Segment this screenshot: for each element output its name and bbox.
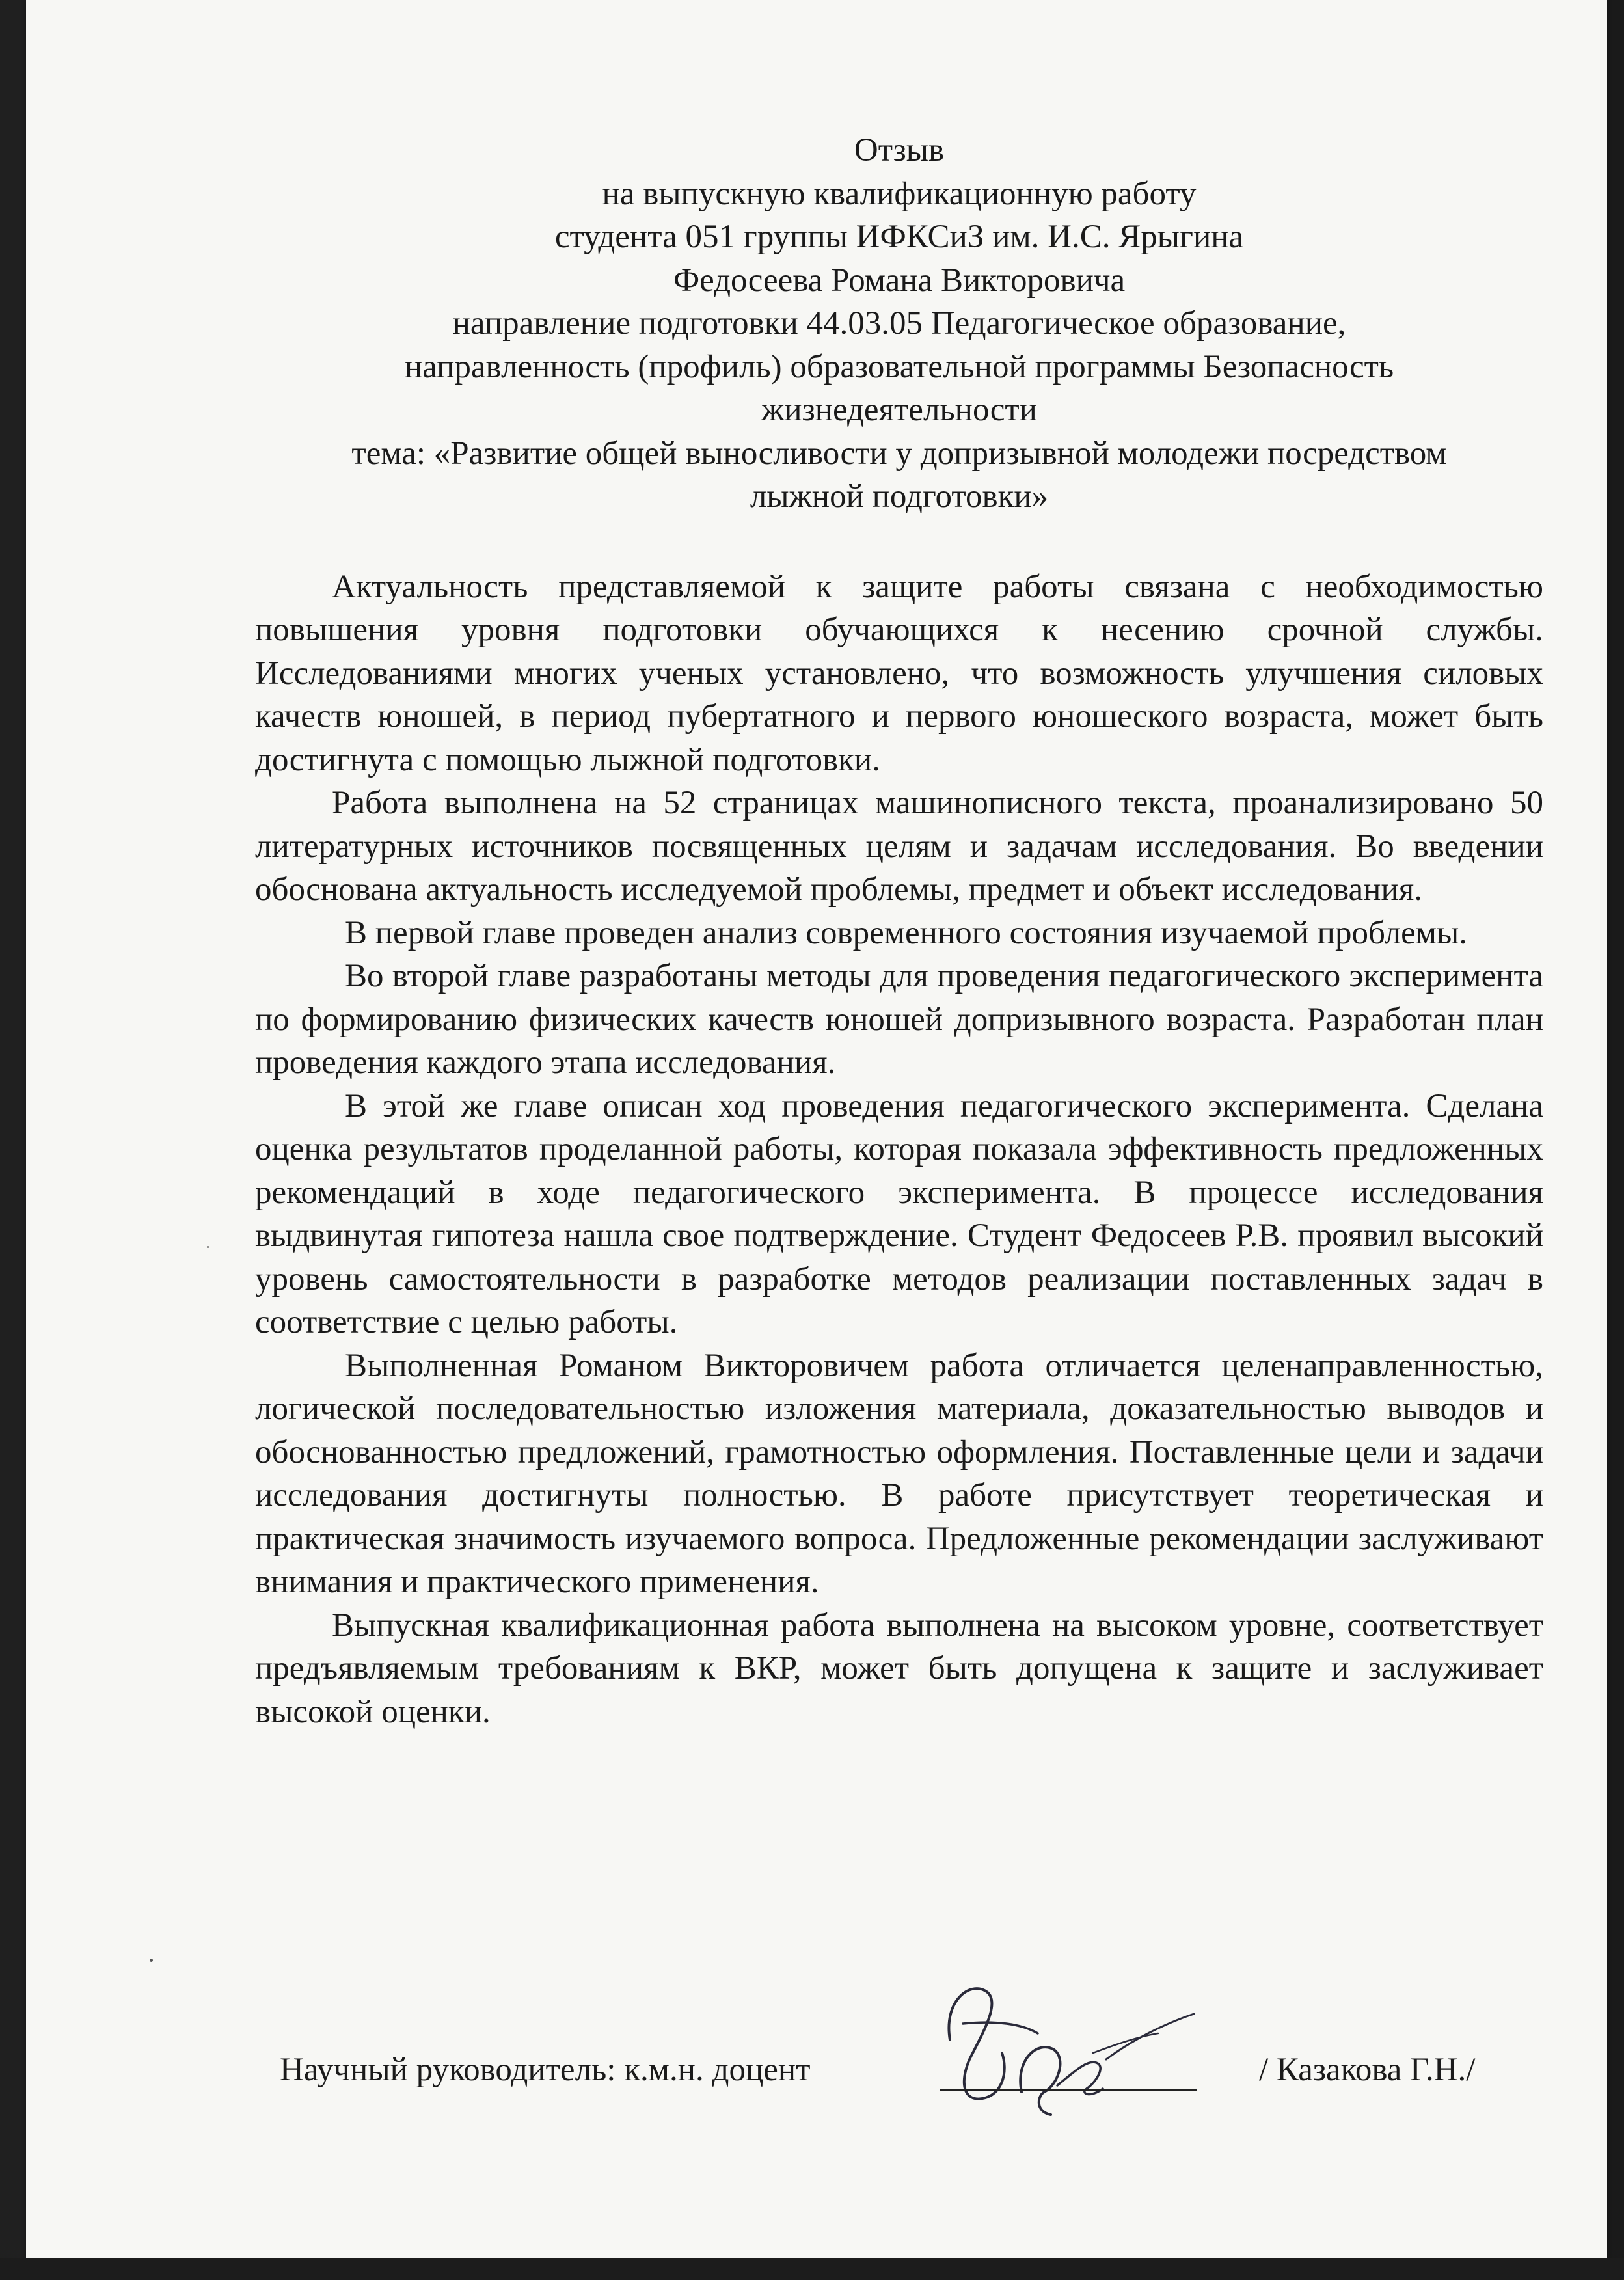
handwritten-signature [924,1962,1210,2131]
heading-topic: тема: «Развитие общей выносливости у допризывной молодежи посредством [351,435,1447,472]
heading-title: Отзыв [854,132,945,169]
paragraph-chapter-one: В первой главе проведен анализ современного состояния изучаемой проблемы. [345,914,1468,951]
paragraph-experiment: В этой же главе описан ход проведения педагогического эксперимента. Сделана оценка результатов проделанной работы, которая показала эффективность предложенных рекомендаций в ходе педагогического эксперимента. В процессе исследования выдвинутая гипотеза нашла свое подтверждение. Студент Федосеев Р.В. проявил высокий уровень самостоятельности в разработке методов реализации поставленных задач в соответствие с целью работы. [255,1087,1543,1340]
supervisor-name: / Казакова Г.Н./ [1259,2052,1476,2088]
heading-subject: на выпускную квалификационную работу [602,175,1197,212]
review-document [255,129,1543,1733]
signature-block [280,2051,1542,2103]
supervisor-title: Научный руководитель: к.м.н. доцент [280,2052,811,2088]
paragraph-volume: Работа выполнена на 52 страницах машинописного текста, проанализировано 50 литературных источников посвященных целям и задачам исследования. Во введении обоснована актуальность исследуемой проблемы, предмет и объект исследования. [255,785,1543,908]
review-body [255,565,1543,1734]
paragraph-quality: Выполненная Романом Викторовичем работа отличается целенаправленностью, логической последовательностью изложения материала, доказательностью выводов и обоснованностью предложений, грамотностью оформления. Поставленные цели и задачи исследования достигнуты полностью. В работе присутствует теоретическая и практическая значимость изучаемого вопроса. Предложенные рекомендации заслуживают внимания и практического применения. [255,1347,1543,1600]
heading-student-name: Федосеева Романа Викторовича [673,262,1126,299]
heading-profile-cont: жизнедеятельности [761,392,1037,428]
paragraph-chapter-two: Во второй главе разработаны методы для проведения педагогического эксперимента по формированию физических качеств юношей допризывного возраста. Разработан план проведения каждого этапа исследования. [255,958,1543,1081]
signature-line [940,2089,1197,2091]
paragraph-conclusion: Выпускная квалификационная работа выполнена на высоком уровне, соответствует предъявляемым требованиям к ВКР, может быть допущена к защите и заслуживает высокой оценки. [255,1607,1543,1730]
paragraph-relevance: Актуальность представляемой к защите работы связана с необходимостью повышения уровня подготовки обучающихся к несению срочной службы. Исследованиями многих ученых установлено, что возможность улучшения силовых качеств юношей, в период пубертатного и первого юношеского возраста, может быть достигнута с помощью лыжной подготовки. [255,568,1543,778]
heading-direction: направление подготовки 44.03.05 Педагогическое образование, [452,305,1346,342]
scan-speck [150,1959,153,1962]
document-heading [255,129,1543,519]
scan-border-bottom [0,2258,1624,2280]
heading-student-group: студента 051 группы ИФКСиЗ им. И.С. Ярыгина [554,219,1244,255]
heading-profile: направленность (профиль) образовательной программы Безопасность [404,348,1394,385]
scan-speck [207,1246,209,1248]
heading-topic-cont: лыжной подготовки» [750,478,1049,515]
scan-border-left [0,0,26,2280]
